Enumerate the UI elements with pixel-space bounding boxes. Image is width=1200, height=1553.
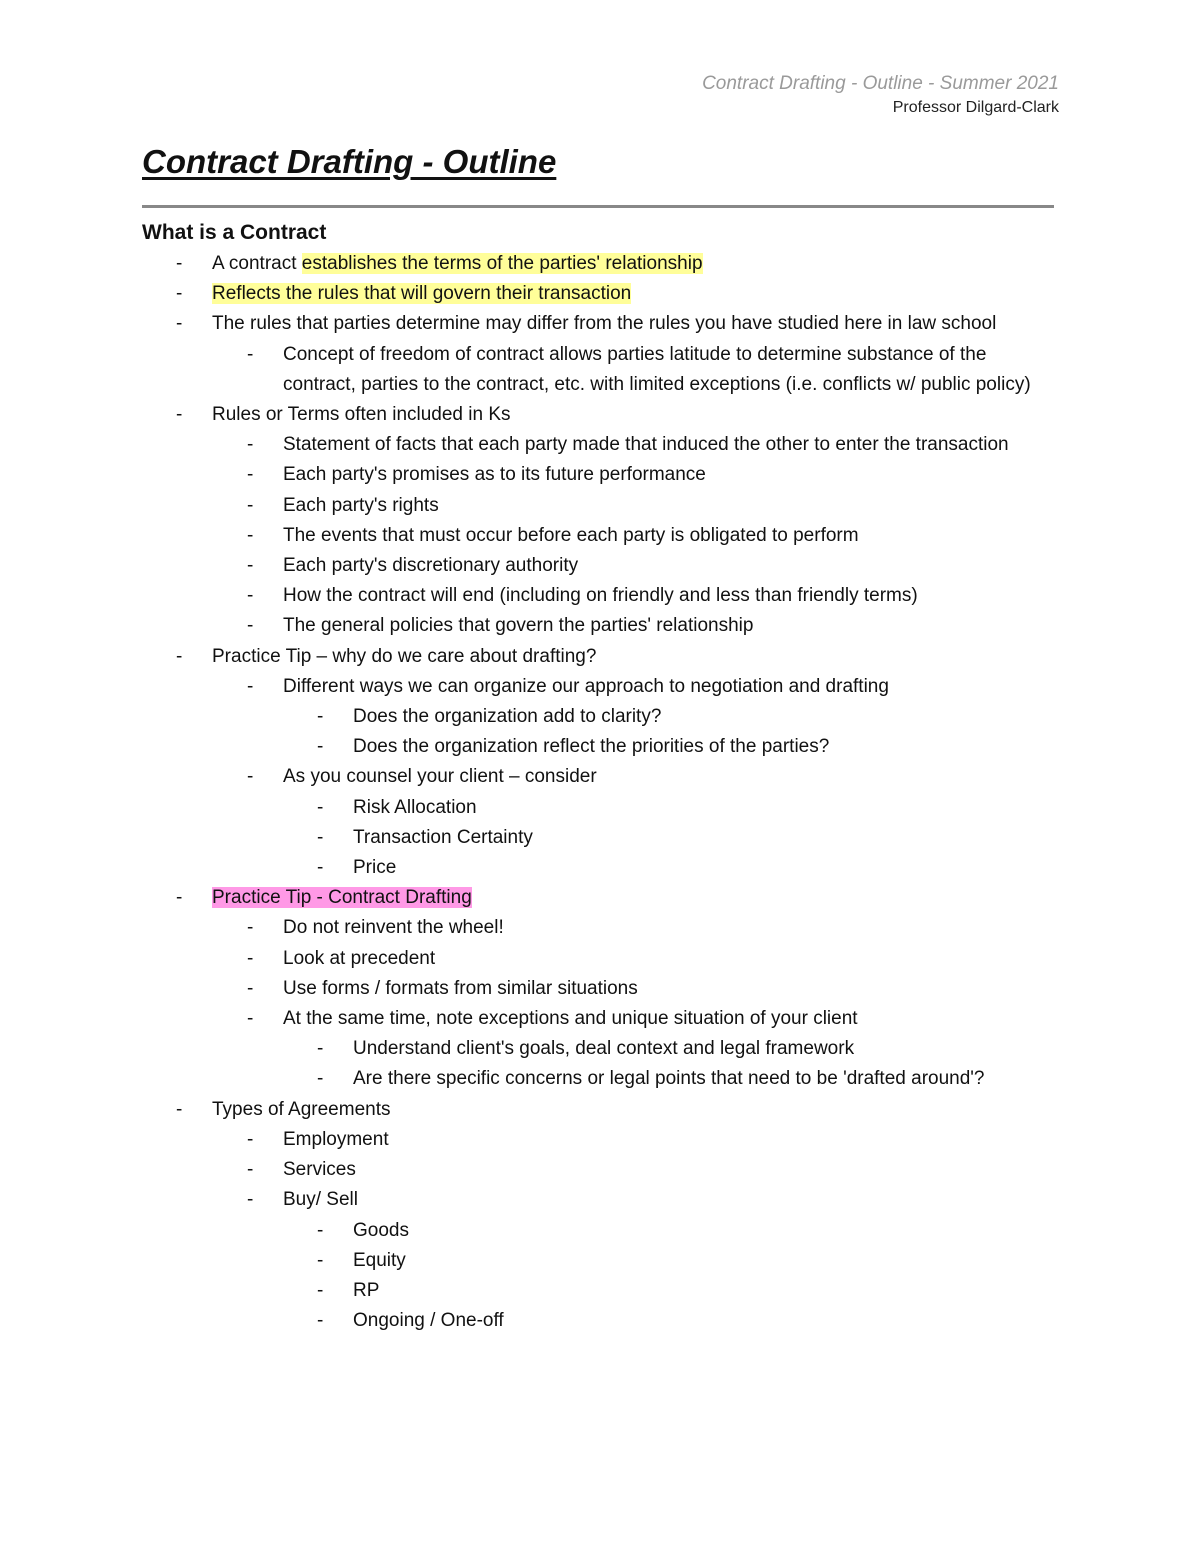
bullet-dash: - — [176, 887, 183, 909]
list-item — [142, 793, 1062, 823]
bullet-dash: - — [317, 706, 324, 728]
item-text: Transaction Certainty — [353, 826, 533, 848]
list-item — [142, 491, 1062, 521]
list-item — [142, 974, 1062, 1004]
bullet-dash: - — [247, 464, 254, 486]
list-item — [142, 762, 1062, 792]
item-text: The general policies that govern the parties' relationship — [283, 615, 754, 637]
list-item — [142, 1004, 1062, 1034]
bullet-dash: - — [176, 404, 183, 426]
list-item — [142, 279, 1062, 309]
list-item — [142, 1155, 1062, 1185]
item-text: Services — [283, 1159, 356, 1181]
item-text: Equity — [353, 1249, 406, 1271]
list-item — [142, 1276, 1062, 1306]
bullet-dash: - — [317, 1038, 324, 1060]
item-text: Different ways we can organize our approach to negotiation and drafting — [283, 675, 889, 697]
bullet-dash: - — [247, 1189, 254, 1211]
bullet-dash: - — [176, 283, 183, 305]
list-item — [142, 1064, 1062, 1094]
list-item — [142, 702, 1062, 732]
bullet-dash: - — [317, 1219, 324, 1241]
item-text: Each party's discretionary authority — [283, 555, 579, 577]
item-text: Each party's promises as to its future performance — [283, 464, 706, 486]
item-text: Are there specific concerns or legal points that need to be 'drafted around'? — [353, 1068, 985, 1090]
list-item — [142, 672, 1062, 702]
bullet-dash: - — [247, 555, 254, 577]
bullet-dash: - — [247, 947, 254, 969]
list-item — [142, 551, 1062, 581]
list-item — [142, 611, 1062, 641]
bullet-dash: - — [317, 1279, 324, 1301]
list-item — [142, 1246, 1062, 1276]
list-item — [142, 1306, 1062, 1336]
item-text: Use forms / formats from similar situations — [283, 977, 638, 999]
bullet-dash: - — [317, 796, 324, 818]
list-item — [142, 249, 1062, 279]
item-text: Ongoing / One-off — [353, 1310, 504, 1332]
item-text: Practice Tip – why do we care about drafting? — [212, 645, 597, 667]
item-text: As you counsel your client – consider — [283, 766, 597, 788]
item-text: Understand client's goals, deal context and legal framework — [353, 1038, 855, 1060]
item-text: How the contract will end (including on friendly and less than friendly terms) — [283, 585, 918, 607]
page-header — [702, 72, 1059, 118]
list-item — [142, 732, 1062, 762]
list-item — [142, 309, 1062, 339]
item-text: Look at precedent — [283, 947, 436, 969]
bullet-dash: - — [176, 645, 183, 667]
bullet-dash: - — [176, 313, 183, 335]
list-item — [142, 642, 1062, 672]
item-text: Each party's rights — [283, 494, 439, 516]
item-text: Does the organization add to clarity? — [353, 706, 662, 728]
bullet-dash: - — [247, 977, 254, 999]
item-text: At the same time, note exceptions and unique situation of your client — [283, 1008, 858, 1030]
bullet-dash: - — [176, 1098, 183, 1120]
highlighted-text: establishes the terms of the parties' relationship — [301, 253, 703, 274]
item-text: A contract — [212, 253, 302, 274]
document-title: Contract Drafting - Outline — [142, 143, 557, 180]
list-item — [142, 823, 1062, 853]
bullet-dash: - — [247, 615, 254, 637]
bullet-dash: - — [317, 826, 324, 848]
list-item — [142, 430, 1062, 460]
item-text: Price — [353, 857, 397, 879]
bullet-dash: - — [317, 1068, 324, 1090]
item-text: Concept of freedom of contract allows parties latitude to determine substance of the contract, parties to the contract, etc. with limited exceptions (i.e. conflicts w/ public policy) — [283, 343, 1031, 395]
bullet-dash: - — [317, 1310, 324, 1332]
item-text: The rules that parties determine may differ from the rules you have studied here in law school — [212, 313, 997, 335]
bullet-dash: - — [247, 494, 254, 516]
bullet-dash: - — [247, 1128, 254, 1150]
highlighted-text: Practice Tip - Contract Drafting — [212, 887, 472, 909]
list-item — [142, 1095, 1062, 1125]
bullet-dash: - — [317, 857, 324, 879]
bullet-dash: - — [176, 253, 183, 274]
item-text: Types of Agreements — [212, 1098, 391, 1120]
highlighted-text: Reflects the rules that will govern their transaction — [212, 283, 632, 305]
horizontal-rule — [142, 205, 1054, 208]
bullet-dash: - — [247, 917, 254, 939]
list-item — [142, 340, 1062, 400]
list-item — [142, 1034, 1062, 1064]
item-text: Buy/ Sell — [283, 1189, 358, 1211]
item-text: Do not reinvent the wheel! — [283, 917, 504, 939]
item-text: Does the organization reflect the priorities of the parties? — [353, 736, 830, 758]
bullet-dash: - — [247, 585, 254, 607]
bullet-dash: - — [247, 434, 254, 456]
bullet-dash: - — [247, 1159, 254, 1181]
section-heading: What is a Contract — [142, 221, 327, 244]
list-item — [142, 853, 1062, 883]
item-text: Employment — [283, 1128, 389, 1150]
outline-list — [142, 249, 1062, 1336]
list-item — [142, 944, 1062, 974]
list-item — [142, 581, 1062, 611]
list-item — [142, 460, 1062, 490]
item-text: Statement of facts that each party made that induced the other to enter the transaction — [283, 434, 1009, 456]
bullet-dash: - — [247, 343, 254, 365]
bullet-dash: - — [247, 766, 254, 788]
item-text: Rules or Terms often included in Ks — [212, 404, 511, 426]
list-item — [142, 400, 1062, 430]
item-text: Risk Allocation — [353, 796, 477, 818]
list-item — [142, 1216, 1062, 1246]
item-text: Goods — [353, 1219, 409, 1241]
list-item — [142, 1185, 1062, 1215]
list-item — [142, 521, 1062, 551]
bullet-dash: - — [317, 736, 324, 758]
item-text: RP — [353, 1279, 380, 1301]
bullet-dash: - — [247, 524, 254, 546]
running-title: Contract Drafting - Outline - Summer 2021 — [702, 73, 1059, 94]
bullet-dash: - — [317, 1249, 324, 1271]
list-item — [142, 913, 1062, 943]
professor-name: Professor Dilgard-Clark — [892, 99, 1059, 116]
bullet-dash: - — [247, 1008, 254, 1030]
list-item — [142, 883, 1062, 913]
bullet-dash: - — [247, 675, 254, 697]
list-item — [142, 1125, 1062, 1155]
item-text: The events that must occur before each party is obligated to perform — [283, 524, 859, 546]
